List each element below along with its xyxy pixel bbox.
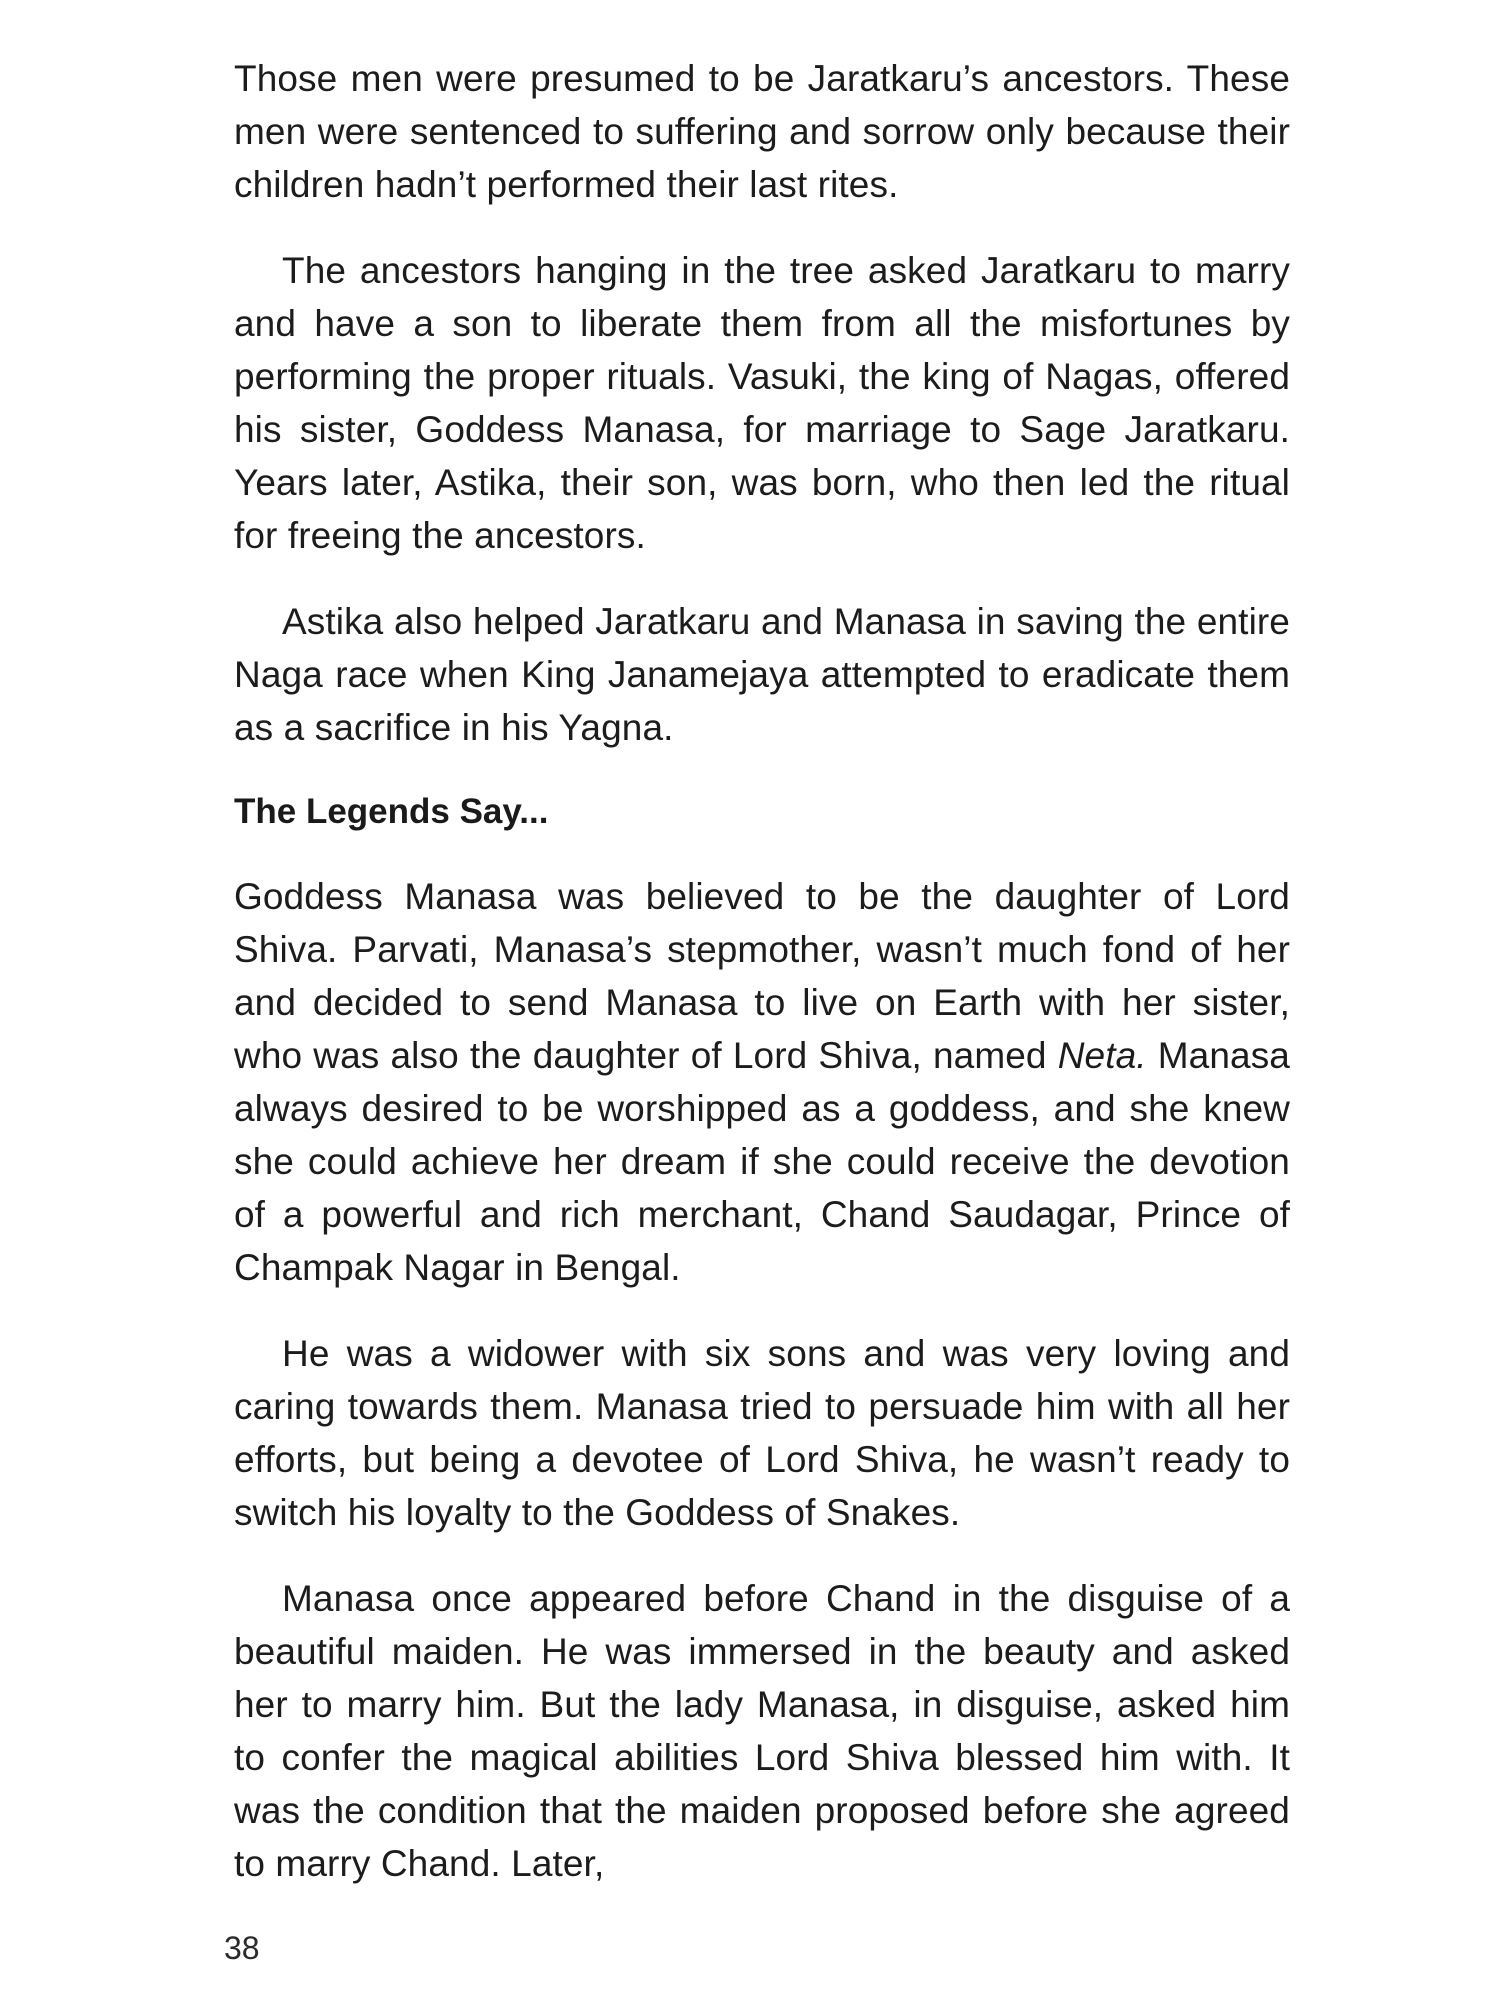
paragraph-astika: Astika also helped Jaratkaru and Manasa in saving the entire Naga race when King Janamejaya attempted to eradicate them as a sacrifice in his Yagna. (234, 601, 1290, 748)
section-heading: The Legends Say... (234, 792, 549, 831)
paragraph-text-part: Goddess Manasa was believed to be the daughter of Lord Shiva. Parvati, Manasa’s stepmother, wasn’t much fond of her and decided to send Manasa to live on Earth with her sister, who was also the daughter of Lord Shiva, named (234, 876, 1290, 1076)
paragraph-ancestors: Those men were presumed to be Jaratkaru’s ancestors. These men were sentenced to suffering and sorrow only because their children hadn’t performed their last rites. (234, 58, 1290, 205)
paragraph-manasa-origin (234, 870, 1290, 1294)
paragraph-marriage: The ancestors hanging in the tree asked Jaratkaru to marry and have a son to liberate them from all the misfortunes by performing the proper rituals. Vasuki, the king of Nagas, offered his sister, Goddess Manasa, for marriage to Sage Jaratkaru. Years later, Astika, their son, was born, who then led the ritual for freeing the ancestors. (234, 250, 1290, 556)
paragraph-disguise: Manasa once appeared before Chand in the disguise of a beautiful maiden. He was immersed in the beauty and asked her to marry him. But the lady Manasa, in disguise, asked him to confer the magical abilities Lord Shiva blessed him with. It was the condition that the maiden proposed before she agreed to marry Chand. Later, (234, 1578, 1290, 1884)
paragraph-widower: He was a widower with six sons and was very loving and caring towards them. Manasa tried to persuade him with all her efforts, but being a devotee of Lord Shiva, he wasn’t ready to switch his loyalty to the Goddess of Snakes. (234, 1333, 1290, 1533)
page-number: 38 (224, 1930, 260, 1966)
italic-name-neta: Neta. (1057, 1035, 1147, 1076)
book-page (234, 52, 1290, 1890)
paragraph-text-part: Manasa always desired to be worshipped as a goddess, and she knew she could achieve her dream if she could receive the devotion of a powerful and rich merchant, Chand Saudagar, Prince of Champak Nagar in Bengal. (234, 1035, 1290, 1288)
